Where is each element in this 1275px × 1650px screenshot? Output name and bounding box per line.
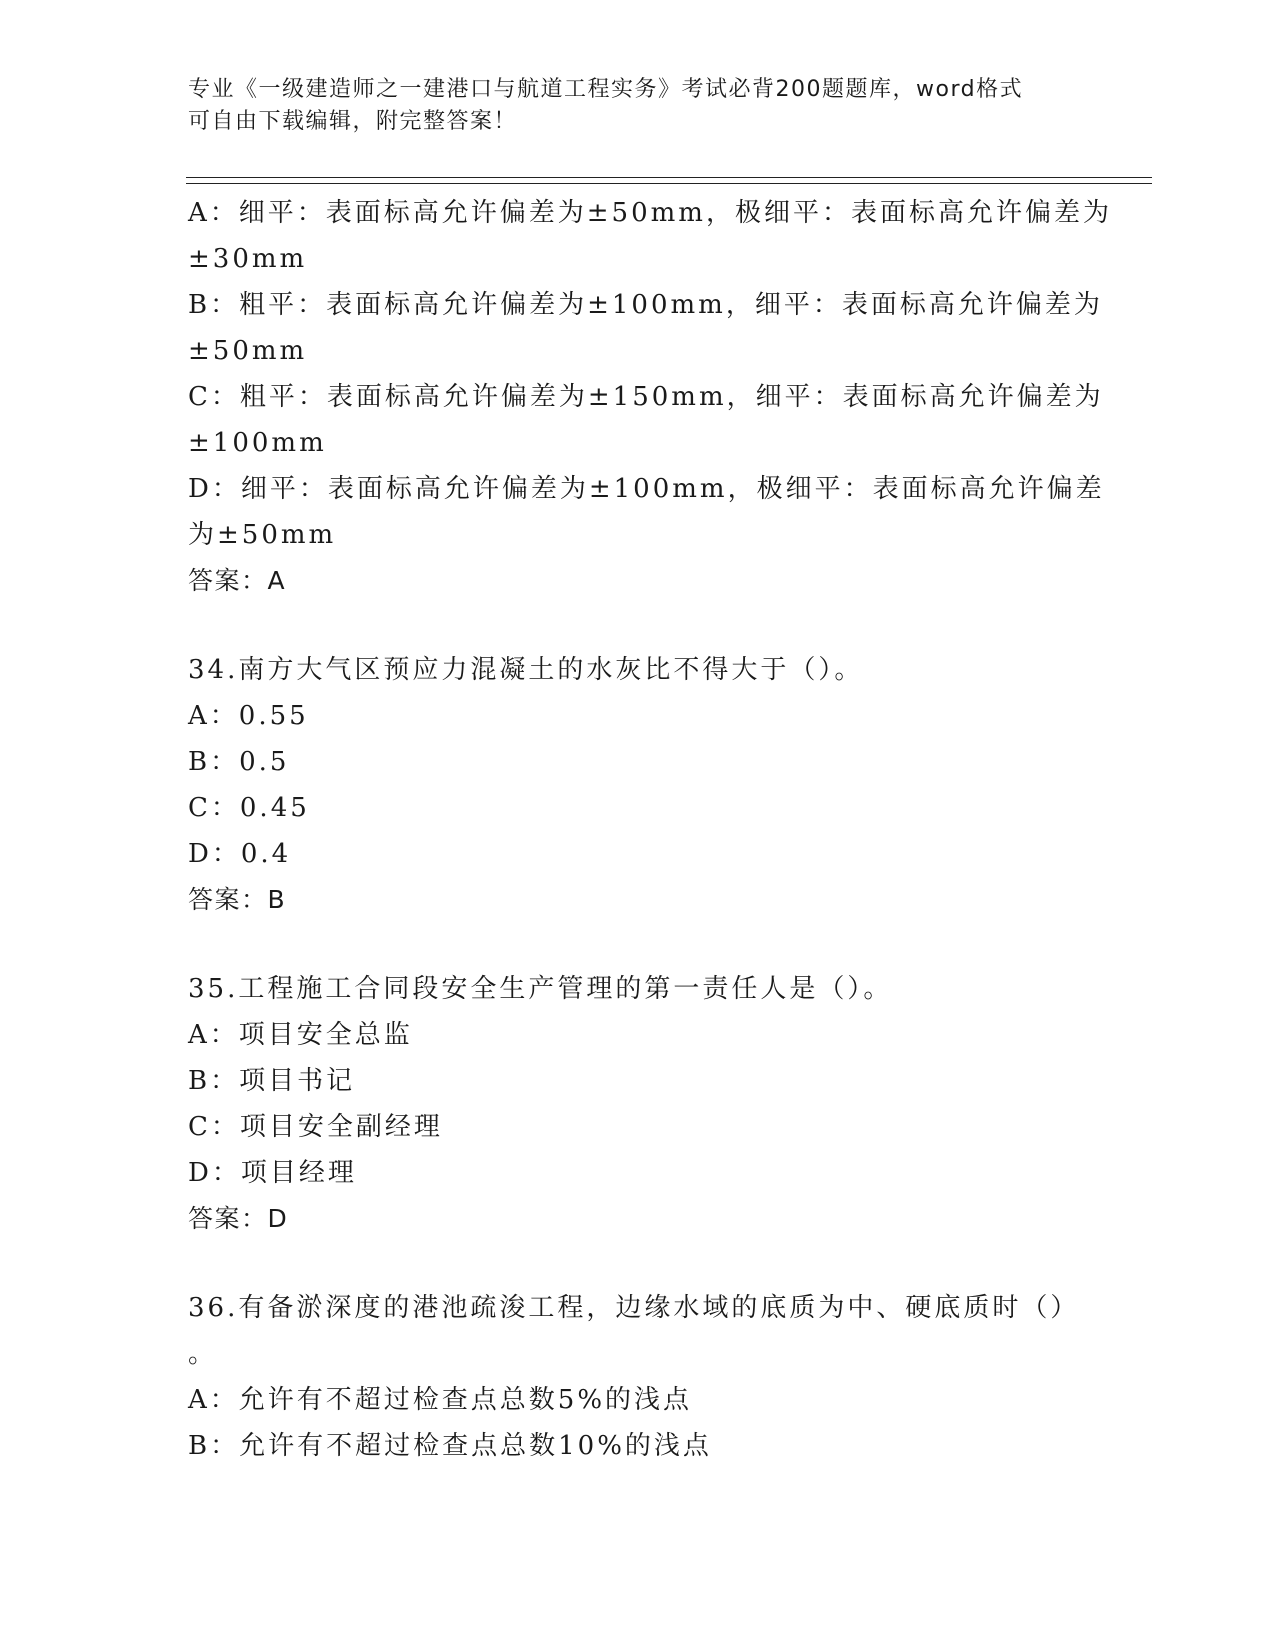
question-35-option-b: B：项目书记 (188, 1066, 356, 1096)
question-35-text: 35.工程施工合同段安全生产管理的第一责任人是（）。 (188, 974, 893, 1004)
previous-question-block (188, 190, 1112, 604)
option-d-line-1: D：细平：表面标高允许偏差为±100mm，极细平：表面标高允许偏差 (188, 474, 1105, 504)
question-35-answer: 答案：D (188, 1204, 289, 1233)
header-line-1: 专业《一级建造师之一建港口与航道工程实务》考试必背200题题库，word格式 (188, 77, 1024, 102)
option-c-line-2: ±100mm (188, 428, 327, 458)
spacer (188, 1242, 1088, 1285)
spacer (188, 604, 1088, 647)
question-34-answer: 答案：B (188, 885, 287, 914)
option-b-line-2: ±50mm (188, 336, 308, 366)
question-35-block (188, 966, 1088, 1242)
question-34-option-b: B：0.5 (188, 747, 290, 777)
document-body (188, 190, 1112, 1469)
option-a-line-2: ±30mm (188, 244, 308, 274)
question-34-option-c: C：0.45 (188, 793, 310, 823)
question-35-option-c: C：项目安全副经理 (188, 1112, 443, 1142)
question-34-text: 34.南方大气区预应力混凝土的水灰比不得大于（）。 (188, 655, 864, 685)
question-36-option-a: A：允许有不超过检查点总数5%的浅点 (188, 1385, 693, 1415)
option-c-line-1: C：粗平：表面标高允许偏差为±150mm，细平：表面标高允许偏差为 (188, 382, 1104, 412)
question-35-option-a: A：项目安全总监 (188, 1020, 413, 1050)
question-36-text-line-1: 36.有备淤深度的港池疏浚工程，边缘水域的底质为中、硬底质时（） (188, 1293, 1080, 1323)
document-header (188, 74, 1088, 138)
question-35-option-d: D：项目经理 (188, 1158, 357, 1188)
header-line-2: 可自由下载编辑，附完整答案！ (188, 109, 518, 134)
option-a-line-1: A：细平：表面标高允许偏差为±50mm，极细平：表面标高允许偏差为 (188, 198, 1112, 228)
header-divider-top (186, 177, 1152, 178)
question-34-block (188, 647, 1088, 923)
question-36-text-line-2: 。 (188, 1339, 218, 1369)
answer-line: 答案：A (188, 566, 287, 595)
option-b-line-1: B：粗平：表面标高允许偏差为±100mm，细平：表面标高允许偏差为 (188, 290, 1103, 320)
question-34-option-d: D：0.4 (188, 839, 292, 869)
spacer (188, 923, 1088, 966)
question-36-block (188, 1285, 1088, 1469)
header-divider-bottom (186, 183, 1152, 184)
question-34-option-a: A：0.55 (188, 701, 309, 731)
question-36-option-b: B：允许有不超过检查点总数10%的浅点 (188, 1431, 712, 1461)
option-d-line-2: 为±50mm (188, 520, 337, 550)
